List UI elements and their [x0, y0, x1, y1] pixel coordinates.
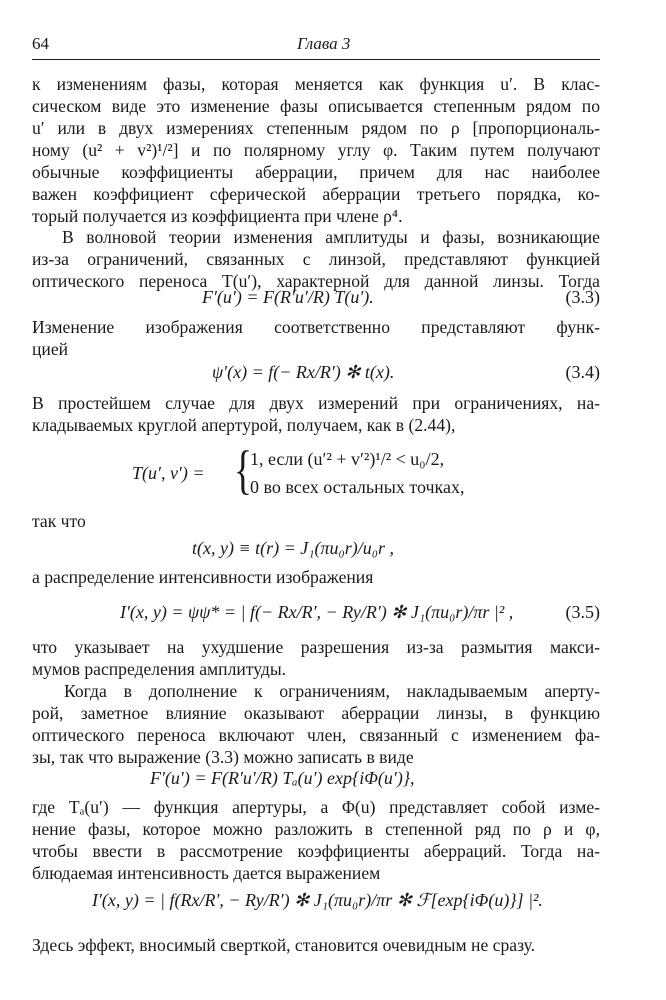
text-line: из-за ограничений, связанных с линзой, представляют функцией	[32, 249, 600, 269]
text-line: обычные коэффициенты аберрации, причем для нас наиболее	[32, 162, 600, 182]
text-line: торый получается из коэффициента при члене ρ⁴.	[32, 206, 403, 226]
text-line: Когда в дополнение к ограничениям, накладываемым аперту-	[64, 681, 600, 701]
equation-3-5	[32, 598, 600, 626]
page-number: 64	[32, 34, 49, 53]
equation-aperture	[132, 440, 532, 505]
paragraph-4	[32, 392, 600, 436]
equation-number: (3.3)	[565, 287, 600, 307]
text-line: В простейшем случае для двух измерений при ограничениях, на-	[32, 393, 600, 413]
paragraph-3	[32, 316, 600, 360]
equation-number: (3.5)	[565, 602, 600, 622]
text-line: где Tₐ(u′) — функция апертуры, а Φ(u) представляет собой изме-	[32, 797, 600, 817]
equation-aberration	[32, 764, 600, 792]
header-rule	[32, 59, 600, 60]
equation-body: F′(u′) = F(R′u′/R) Tₐ(u′) exp{iΦ(u′)},	[150, 768, 415, 788]
paragraph-7	[32, 636, 600, 680]
text-line: Изменение изображения соответственно представляют функ-	[32, 317, 600, 337]
text-line: а распределение интенсивности изображения	[32, 567, 374, 587]
equation-lhs: T(u′, v′) =	[132, 463, 205, 483]
paragraph-6	[32, 566, 600, 588]
equation-body: t(x, y) ≡ t(r) = J₁(πu₀r)/u₀r ,	[192, 538, 395, 558]
text-line: Здесь эффект, вносимый сверткой, становится очевидным не сразу.	[32, 935, 536, 955]
text-line: u′ или в двух измерениях степенным рядом по ρ [пропорциональ-	[32, 118, 600, 138]
text-line: кладываемых круглой апертурой, получаем, как в (2.44),	[32, 415, 456, 435]
equation-case-2: 0 во всех остальных точках,	[250, 477, 465, 497]
paragraph-10	[32, 934, 600, 956]
text-line: В волновой теории изменения амплитуды и фазы, возникающие	[62, 227, 600, 247]
brace-symbol: {	[233, 440, 253, 500]
text-line: нение фазы, которое можно разложить в степенной ряд по ρ и φ,	[32, 819, 600, 839]
text-line: так что	[32, 511, 86, 531]
text-line: оптического переноса включают член, связанный с изменением фа-	[32, 725, 600, 745]
equation-case-1: 1, если (u′² + v′²)¹/² < u₀/2,	[250, 449, 445, 469]
text-line: к изменениям фазы, которая меняется как функция u′. В клас-	[32, 74, 600, 94]
paragraph-9	[32, 796, 600, 884]
text-line: мумов распределения амплитуды.	[32, 659, 287, 679]
text-line: что указывает на ухудшение разрешения из-за размытия макси-	[32, 637, 600, 657]
text-line: чтобы ввести в рассмотрение коэффициенты аберраций. Тогда на-	[32, 841, 600, 861]
equation-body: F′(u′) = F(R′u′/R) T(u′).	[202, 287, 374, 307]
equation-body: I′(x, y) = ψψ* = | f(− Rx/R′, − Ry/R′) ✻ J₁(πu₀r)/πr |² ,	[120, 602, 514, 622]
equation-t	[32, 534, 600, 562]
paragraph-1	[32, 73, 600, 227]
equation-body: ψ′(x) = f(− Rx/R′) ✻ t(x).	[212, 362, 395, 382]
text-line: зы, так что выражение (3.3) можно записать в виде	[32, 747, 414, 767]
text-line: блюдаемая интенсивность дается выражением	[32, 863, 381, 883]
chapter-title: Глава 3	[297, 34, 351, 53]
text-line: оптического переноса T(u′), характерной для данной линзы. Тогда	[32, 271, 600, 291]
equation-number: (3.4)	[565, 362, 600, 382]
text-line: важен коэффициент сферической аберрации третьего порядка, ко-	[32, 184, 600, 204]
paragraph-5	[32, 510, 600, 532]
running-header	[32, 34, 600, 58]
equation-3-3	[32, 283, 600, 311]
paragraph-8	[32, 680, 600, 768]
equation-body: I′(x, y) = | f(Rx/R′, − Ry/R′) ✻ J₁(πu₀r)/πr ✻ ℱ[exp{iΦ(u)}] |².	[92, 890, 543, 910]
equation-intensity	[32, 886, 600, 914]
text-line: ному (u² + v²)¹/²] и по полярному углу φ. Таким путем получают	[32, 140, 600, 160]
equation-3-4	[32, 358, 600, 386]
text-line: сическом виде это изменение фазы описывается степенным рядом по	[32, 96, 600, 116]
text-line: рой, заметное влияние оказывают аберрации линзы, в функцию	[32, 703, 600, 723]
text-line: цией	[32, 339, 69, 359]
